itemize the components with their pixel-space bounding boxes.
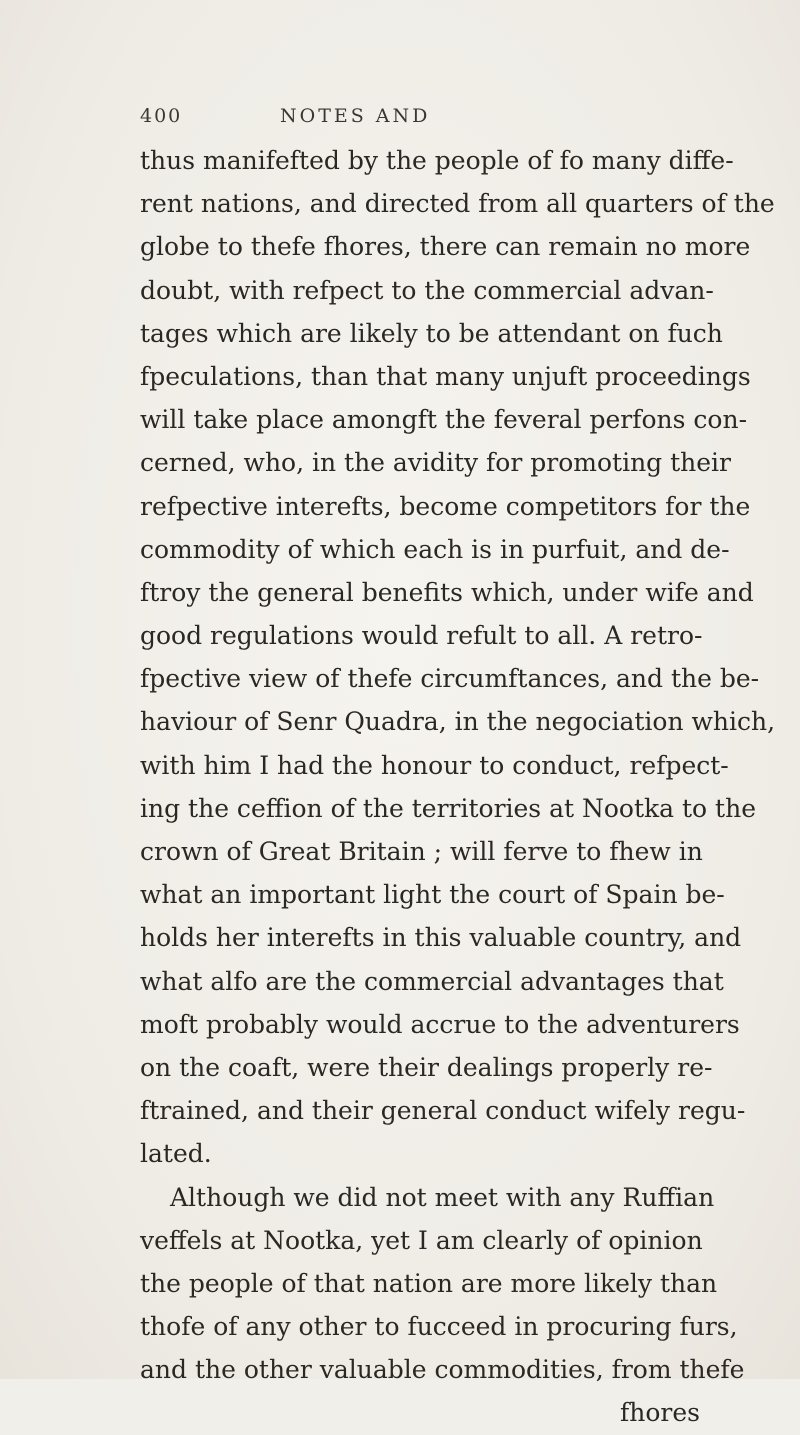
text-line: lated.	[140, 1139, 212, 1169]
text-line: fpeculations, than that many unjuft proceedings	[140, 361, 751, 391]
text-line: on the coaft, were their dealings properly re-	[140, 1052, 713, 1082]
text-line: ftrained, and their general conduct wifely regu-	[140, 1096, 746, 1126]
text-line: ftroy the general benefits which, under wife and	[140, 577, 754, 607]
text-line: refpective interefts, become competitors for the	[140, 491, 751, 521]
text-line: crown of Great Britain ; will ferve to fhew in	[140, 837, 703, 866]
catchword: fhores	[620, 1398, 700, 1428]
text-line: fpective view of thefe circumftances, and the be-	[140, 664, 760, 694]
text-line: thus manifefted by the people of fo many diffe-	[140, 146, 734, 175]
text-line: and the other valuable commodities, from thefe	[140, 1355, 745, 1385]
text-line: veffels at Nootka, yet I am clearly of opinion	[140, 1225, 703, 1255]
page-header	[140, 105, 700, 135]
running-head: NOTES AND	[280, 105, 431, 127]
text-line: globe to thefe fhores, there can remain no more	[140, 232, 751, 262]
text-line: haviour of Senr Quadra, in the negociation which,	[140, 707, 776, 737]
text-line: cerned, who, in the avidity for promoting their	[140, 448, 732, 478]
text-line: with him I had the honour to conduct, refpect-	[140, 750, 729, 780]
text-line: holds her interefts in this valuable country, and	[140, 923, 742, 953]
text-line: will take place amongft the feveral perfons con-	[140, 405, 748, 435]
text-line: ing the ceffion of the territories at Nootka to the	[140, 793, 756, 823]
text-line: what an important light the court of Spain be-	[140, 880, 725, 910]
text-line: thofe of any other to fucceed in procuring furs,	[140, 1312, 738, 1342]
body-text	[140, 139, 776, 1435]
text-line: doubt, with refpect to the commercial advan-	[140, 275, 714, 305]
text-line: Although we did not meet with any Ruffian	[170, 1182, 715, 1212]
text-line: what alfo are the commercial advantages that	[140, 966, 724, 996]
page-number: 400	[140, 105, 183, 127]
text-line: good regulations would refult to all. A retro-	[140, 621, 703, 651]
text-line: commodity of which each is in purfuit, and de-	[140, 534, 730, 564]
text-line: the people of that nation are more likely than	[140, 1268, 718, 1298]
text-line: tages which are likely to be attendant on fuch	[140, 318, 723, 348]
text-line: rent nations, and directed from all quarters of the	[140, 189, 775, 219]
text-line: moft probably would accrue to the adventurers	[140, 1009, 740, 1039]
